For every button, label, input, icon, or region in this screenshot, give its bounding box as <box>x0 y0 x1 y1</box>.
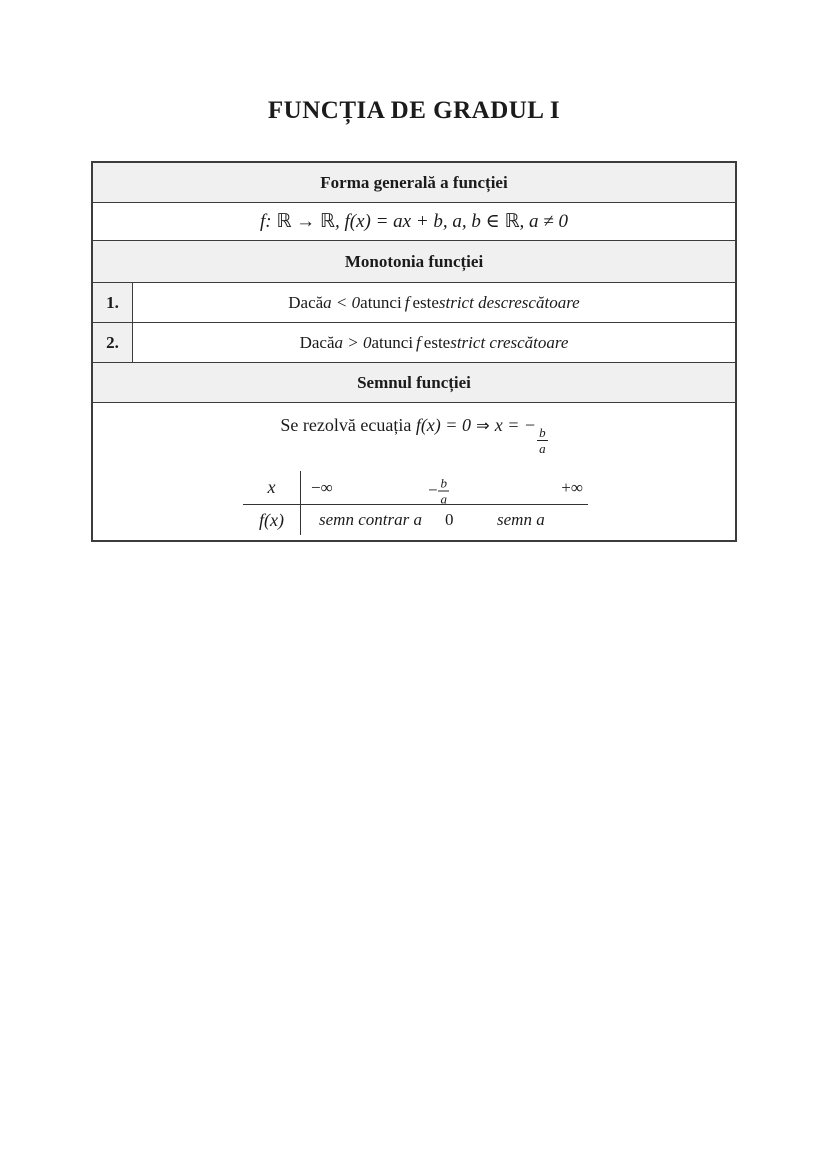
fx-row-values <box>301 505 588 535</box>
text-atunci: atunci <box>360 292 402 312</box>
root-minus-b-over-a <box>427 476 449 505</box>
root-numerator: b <box>440 475 447 491</box>
monotonicity-statement <box>133 283 735 322</box>
sign-right-of-root: semn a <box>497 510 545 529</box>
positive-infinity: +∞ <box>561 477 583 497</box>
variation-table-fx-row <box>243 505 588 535</box>
root-minus-sign: − <box>427 480 439 500</box>
text-daca: Dacă <box>288 292 324 312</box>
text-daca: Dacă <box>299 332 335 352</box>
row-number: 2. <box>93 323 133 362</box>
sign-variation-table <box>243 471 588 535</box>
monotonicity-type: strict descrescătoare <box>438 292 580 312</box>
root-denominator: a <box>440 491 447 507</box>
text-se-rezolva: Se rezolvă ecuația <box>280 415 416 435</box>
text-atunci: atunci <box>371 332 414 352</box>
negative-infinity: −∞ <box>311 477 333 497</box>
solve-equation-line <box>93 415 735 455</box>
condition-a-lt-0: a < 0 <box>323 292 361 312</box>
fx-row-label: f(x) <box>243 505 301 535</box>
text-este: este <box>423 332 451 352</box>
general-form-formula-row <box>93 202 735 240</box>
text-este: este <box>412 292 439 312</box>
sign-left-of-root: semn contrar a <box>319 510 422 529</box>
solution-x-equals: x = − <box>494 415 537 435</box>
fraction-numerator: b <box>539 425 546 440</box>
general-form-formula: f: ℝ → ℝ, f(x) = ax + b, a, b ∈ ℝ, a ≠ 0 <box>260 211 568 232</box>
section-header-sign: Semnul funcției <box>93 362 735 402</box>
page-title: FUNCȚIA DE GRADUL I <box>267 97 561 124</box>
zero-value: 0 <box>445 510 454 529</box>
x-row-values <box>301 471 588 507</box>
section-header-general-form: Forma generală a funcției <box>93 163 735 202</box>
fraction-denominator: a <box>539 441 546 456</box>
row-number: 1. <box>93 283 133 322</box>
fraction-b-over-a <box>537 426 548 455</box>
implies-arrow-icon: ⇒ <box>470 416 495 435</box>
monotonicity-type: strict crescătoare <box>450 332 569 352</box>
equation-fx-0: f(x) = 0 <box>415 415 471 435</box>
condition-a-gt-0: a > 0 <box>334 332 372 352</box>
section-header-monotonicity: Monotonia funcției <box>93 240 735 282</box>
x-row-label: x <box>243 471 301 504</box>
symbol-f: f <box>416 332 421 352</box>
variation-table-x-row <box>243 471 588 505</box>
symbol-f: f <box>404 292 410 312</box>
function-summary-table <box>91 161 737 542</box>
monotonicity-row-1 <box>93 282 735 322</box>
monotonicity-statement <box>133 323 735 362</box>
sign-section-body <box>93 402 735 540</box>
monotonicity-row-2 <box>93 322 735 362</box>
